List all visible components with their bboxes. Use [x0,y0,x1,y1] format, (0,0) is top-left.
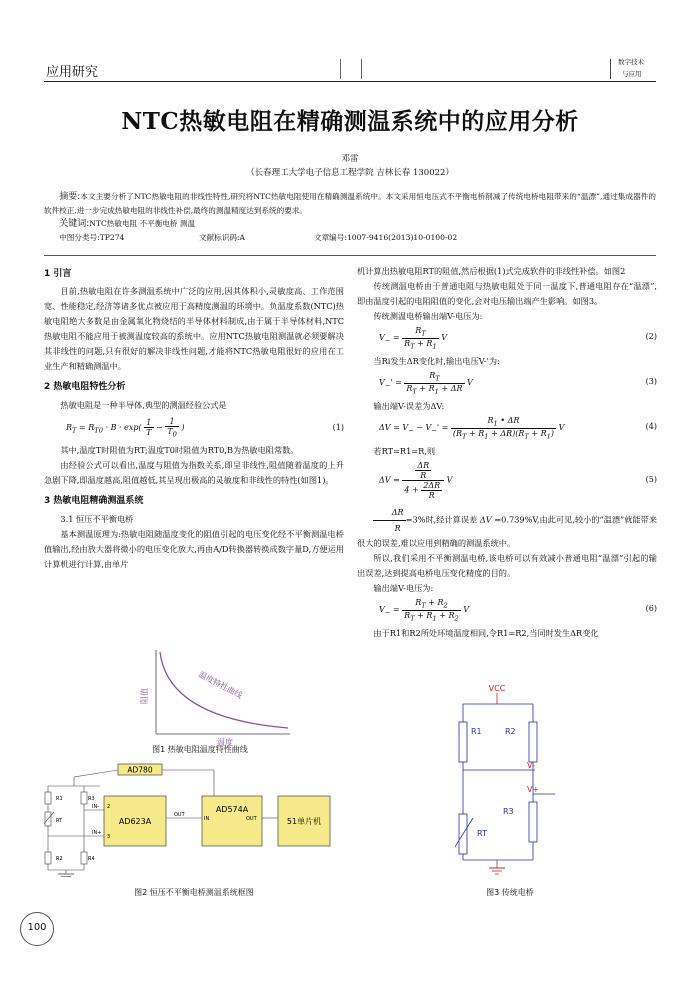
section-1-paragraph: 目前,热敏电阻在许多测温系统中广泛的应用,因其体积小,灵敏度高、工作范围宽、性能稳定,经济等诸多优点被应用于高精度测温的环境中。负温度系数(NTC)热敏电阻绝大多数是由金属氧化物烧结的半导体材料制成,由于属于半导体材料,NTC热敏电阻不能应用于被测温度较高的系统中。应用NTC热敏电阻测温就必须要解决其非线性的问题,只有很好的解决非线性问题,才能将NTC热敏电阻很好的应用在工业生产和精确测温中。 [44,286,344,371]
figure-1 [120,648,300,758]
svg-text:2: 2 [107,804,111,810]
right-paragraph-6: 若RT=R1=R,则 [373,446,436,456]
figure-2-diagram [44,760,344,880]
equation-2: $V_-$ = $\frac{R_T}{R_T + R_1}$ V (2) [379,326,657,351]
fig2-r4: R4 [88,856,95,862]
section-2-paragraph-2: 其中,温度T时阻值为RT;温度T0时阻值为RT0,B为热敏电阻常数。 [60,445,299,455]
fig3-vminus: V- [527,761,535,770]
fig2-in-minus: IN- [92,804,100,810]
header-bars [340,59,362,79]
section-2-paragraph-3: 由经验公式可以看出,温度与阻值为指数关系,即呈非线性,阻值随着温度的上升急剧下降,即温度越高,阻值越低,其呈现出极高的灵敏度和非线性的特性(如图1)。 [44,460,344,485]
section-2-paragraph-1: 热敏电阻是一种半导体,典型的测温经验公式是 [60,400,227,410]
section-2-title: 2 热敏电阻特性分析 [44,382,126,392]
equation-4: $\Delta V = V_- - V_-'$ = $\frac{R_1 • \Delta R}{(R_T + R_1 + \Delta R)(R_T + R_1)}$ V (4) [379,416,657,441]
fig2-r1: R1 [56,796,63,802]
fig1-curve-label: 温度特性曲线 [197,669,244,701]
figure-3 [455,682,565,880]
svg-text:3: 3 [107,834,111,840]
fig3-r2-body [529,722,537,762]
equation-3: $V_-'$ = $\frac{R_T}{R_T + R_1 + \Delta R}$ V (3) [379,371,657,396]
section-3-1-title: 3.1 恒压不平衡电桥 [60,514,134,524]
page-number: 100 [27,922,47,933]
equation-5: ΔV = $\frac{\Delta R}{R}$ 4 + $\frac{2\Delta R}{R}$ V (5) [379,461,657,500]
fig2-ad574-label: AD574A [215,805,249,814]
fig3-vcc: VCC [488,684,506,693]
section-1-title: 1 引言 [44,269,72,279]
fig2-rt: RT [56,818,63,824]
affiliation: （长春理工大学电子信息工程学院 吉林长春 130022） [246,168,454,178]
fig2-r3: R3 [88,796,95,802]
page-number-badge [20,912,54,946]
section-3-title: 3 热敏电阻精确测温系统 [44,496,144,506]
right-paragraph-4: 当Ri发生ΔR变化时,输出电压V-'为: [373,356,500,366]
svg-text:OUT: OUT [174,812,185,818]
paper-title: NTC热敏电阻在精确测温系统中的应用分析 [121,108,579,135]
abstract-divider [44,255,656,256]
fig3-r1: R1 [471,727,482,736]
right-paragraph-1: 机计算出热敏电阻RT的阻值,然后根据(1)式完成软件的非线性补偿。如图2 [357,266,626,276]
equation-1: $R_T = R_{T0} \cdot B \cdot \exp$( $\frac{1}{T}$ − $\frac{1}{T_0}$ ) (1) [66,417,344,439]
figure-3-caption: 图3 传统电桥 [486,888,534,897]
equation-6: $V_-$ = $\frac{R_T + R_2}{R_T + R_1 + R_2}$ V (6) [379,598,657,623]
equation-1-number: (1) [332,423,344,432]
right-paragraph-10: 由于R1和R2所处环境温度相同,令R1=R2,当同时发生ΔR变化 [373,628,599,638]
fig2-in-plus: IN+ [92,830,102,836]
fig3-r3-body [529,802,537,842]
fig3-vplus: V+ [527,785,540,794]
fig3-r2: R2 [505,727,516,736]
author: 邓雷 [341,154,359,164]
right-paragraph-2: 传统测温电桥由于普通电阻与热敏电阻处于同一温度下,普通电阻存在“温漂”,即由温度引起的电阻阻值的变化,会对电压输出端产生影响。如图3。 [357,281,657,306]
abstract-text: 本文主要分析了NTC热敏电阻的非线性特性,研究将NTC热敏电阻使用在精确测温系统中。本文采用恒电压式不平衡电桥削减了传统电桥电阻带来的“温漂”,通过集成器件的软件校正,进一步完成热敏电阻的非线性补偿,最终的测温精度达到系统的要求。 [44,192,656,215]
fig3-r1-body [459,722,467,762]
fig2-r2: R2 [56,856,63,862]
fig2-ad623-label: AD623A [118,817,152,826]
clc-code: TP274 [99,233,125,242]
left-column [44,264,344,572]
abstract: 摘要:本文主要分析了NTC热敏电阻的非线性特性,研究将NTC热敏电阻使用在精确测温系统中。本文采用恒电压式不平衡电桥削减了传统电桥电阻带来的“温漂”,通过集成器件的软件校正,进一步完成热敏电阻的非线性补偿,最终的测温精度达到系统的要求。 关键词:NTC热敏电阻 不平衡电桥 测温 中图分类号:TP274 文献标识码:A 文章编号:1007-9416(2013)10-0100-02 [44,192,656,242]
keywords: NTC热敏电阻 不平衡电桥 测温 [89,219,196,228]
fig2-mcu-label: 51单片机 [286,817,322,826]
fig2-ad780-label: AD780 [127,765,153,775]
section-3-paragraph: 基本测温原理为:热敏电阻随温度变化的阻值引起的电压变化经不平衡测温电桥值输出,经由放大器将微小的电压变化放大,再由A/D转换器转换成数字量D,方便运用计算机进行计算,由单片 [44,529,344,569]
right-paragraph-9: 输出端V-电压为: [373,583,434,593]
right-paragraph-8: 所以,我们采用不平衡测温电桥,该电桥可以有效减小普通电阻“温漂”引起的输出误差,达到提高电桥电压变化精度的目的。 [357,553,657,578]
figure-2 [44,760,344,880]
fig3-r3: R3 [503,807,514,816]
section-label: 应用研究 [46,65,99,80]
header-bar [44,57,656,81]
svg-text:IN: IN [204,816,210,822]
header-divider [44,81,656,82]
right-column [357,264,657,641]
figure-3-diagram [455,682,565,880]
figure-2-caption: 图2 恒压不平衡电桥测温系统框图 [134,888,254,897]
fig1-y-label: 阻值 [140,688,149,704]
right-paragraph-5: 输出端V-误差为ΔV: [373,401,445,411]
right-paragraph-7: $\frac{\Delta R}{R}$ =3%时,经计算误差 ΔV =0.739%V,由此可见,较小的“温漂”就能带来很大的误差,难以应用到精确的测温系统中。 [357,505,657,551]
figure-1-graph [120,648,300,748]
right-paragraph-3: 传统测温电桥输出端V-电压为: [373,311,483,321]
doc-code: A [239,233,246,242]
figure-1-caption: 图1 热敏电阻温度特性曲线 [152,745,248,754]
fig3-rt: RT [477,829,487,838]
article-number: 1007-9416(2013)10-0100-02 [346,233,458,242]
fig1-x-label: 温度 [217,738,233,747]
svg-text:OUT: OUT [246,816,257,822]
journal-mark: 数字技术 与应用 [604,57,656,81]
